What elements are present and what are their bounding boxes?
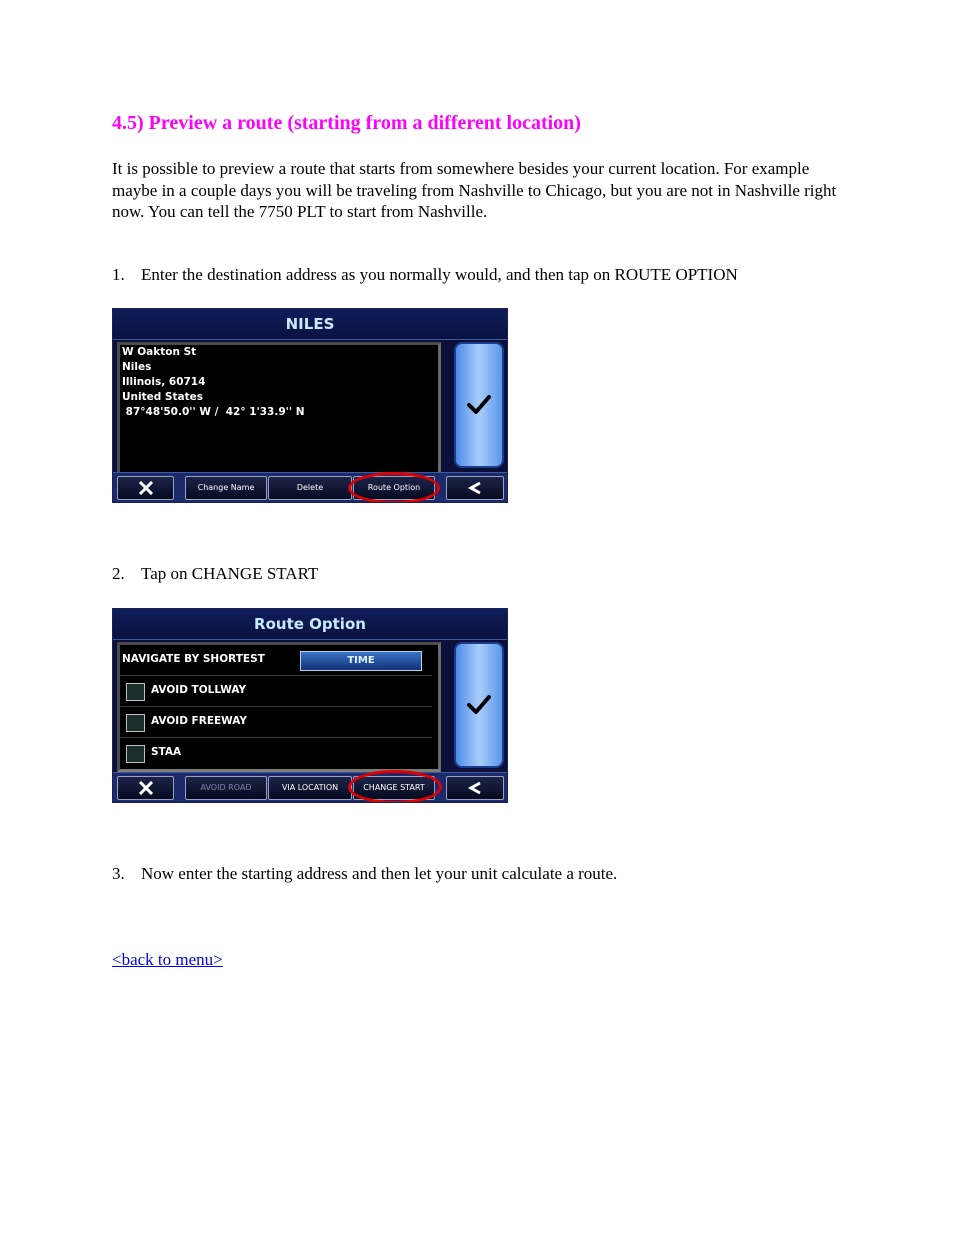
section-heading: 4.5) Preview a route (starting from a different location): [112, 112, 581, 134]
step-1: [112, 265, 738, 285]
address-panel: [117, 342, 441, 475]
close-icon: [138, 781, 154, 795]
address-city: Niles: [122, 361, 152, 373]
address-state: Illinois, 60714: [122, 376, 206, 388]
option-label: AVOID TOLLWAY: [151, 684, 247, 696]
option-row[interactable]: [120, 707, 432, 738]
option-label: STAA: [151, 746, 182, 758]
route-option-button[interactable]: Route Option: [353, 476, 435, 500]
option-row[interactable]: [120, 676, 432, 707]
change-name-button[interactable]: Change Name: [185, 476, 267, 500]
navigate-by-label: NAVIGATE BY SHORTEST: [122, 653, 265, 665]
address-coordinates: 87°48'50.0'' W / 42° 1'33.9'' N: [122, 406, 305, 418]
navigate-by-row: [120, 645, 432, 676]
screen-title: NILES: [113, 309, 507, 340]
step-text: Now enter the starting address and then let your unit calculate a route.: [141, 864, 618, 883]
avoid-tollway-checkbox[interactable]: [126, 683, 145, 701]
screen-title: Route Option: [113, 609, 507, 640]
step-number: 2.: [112, 564, 125, 583]
navigate-by-time-button[interactable]: TIME: [300, 651, 422, 671]
close-icon: [138, 481, 154, 495]
address-country: United States: [122, 391, 203, 403]
highlight-circle: [348, 770, 442, 803]
bottom-toolbar: [113, 472, 507, 503]
bottom-toolbar: [113, 772, 507, 803]
highlight-circle: [348, 472, 440, 503]
confirm-button[interactable]: [454, 642, 504, 768]
route-option-screen: [112, 608, 508, 803]
close-button[interactable]: [117, 476, 174, 500]
avoid-road-button[interactable]: AVOID ROAD: [185, 776, 267, 800]
address-street: W Oakton St: [122, 346, 197, 358]
intro-paragraph: It is possible to preview a route that starts from somewhere besides your current location. For example maybe in a couple days you will be traveling from Nashville to Chicago, but you are not in Nashville right now. You can tell the 7750 PLT to start from Nashville.: [112, 159, 837, 221]
checkmark-icon: [466, 693, 492, 717]
checkmark-icon: [466, 393, 492, 417]
option-row[interactable]: [120, 738, 432, 768]
options-panel: [117, 642, 441, 772]
step-number: 1.: [112, 265, 125, 284]
step-2: [112, 564, 318, 584]
delete-button[interactable]: Delete: [268, 476, 352, 500]
step-3: [112, 864, 617, 884]
back-button[interactable]: [446, 476, 504, 500]
staa-checkbox[interactable]: [126, 745, 145, 763]
chevron-left-icon: [467, 481, 483, 495]
confirm-button[interactable]: [454, 342, 504, 468]
avoid-freeway-checkbox[interactable]: [126, 714, 145, 732]
step-text: Enter the destination address as you normally would, and then tap on ROUTE OPTION: [141, 265, 738, 284]
via-location-button[interactable]: VIA LOCATION: [268, 776, 352, 800]
change-start-button[interactable]: CHANGE START: [353, 776, 435, 800]
step-text: Tap on CHANGE START: [141, 564, 319, 583]
back-to-menu-link[interactable]: <back to menu>: [112, 950, 223, 969]
niles-screen: [112, 308, 508, 503]
step-number: 3.: [112, 864, 125, 883]
back-button[interactable]: [446, 776, 504, 800]
chevron-left-icon: [467, 781, 483, 795]
option-label: AVOID FREEWAY: [151, 715, 247, 727]
close-button[interactable]: [117, 776, 174, 800]
